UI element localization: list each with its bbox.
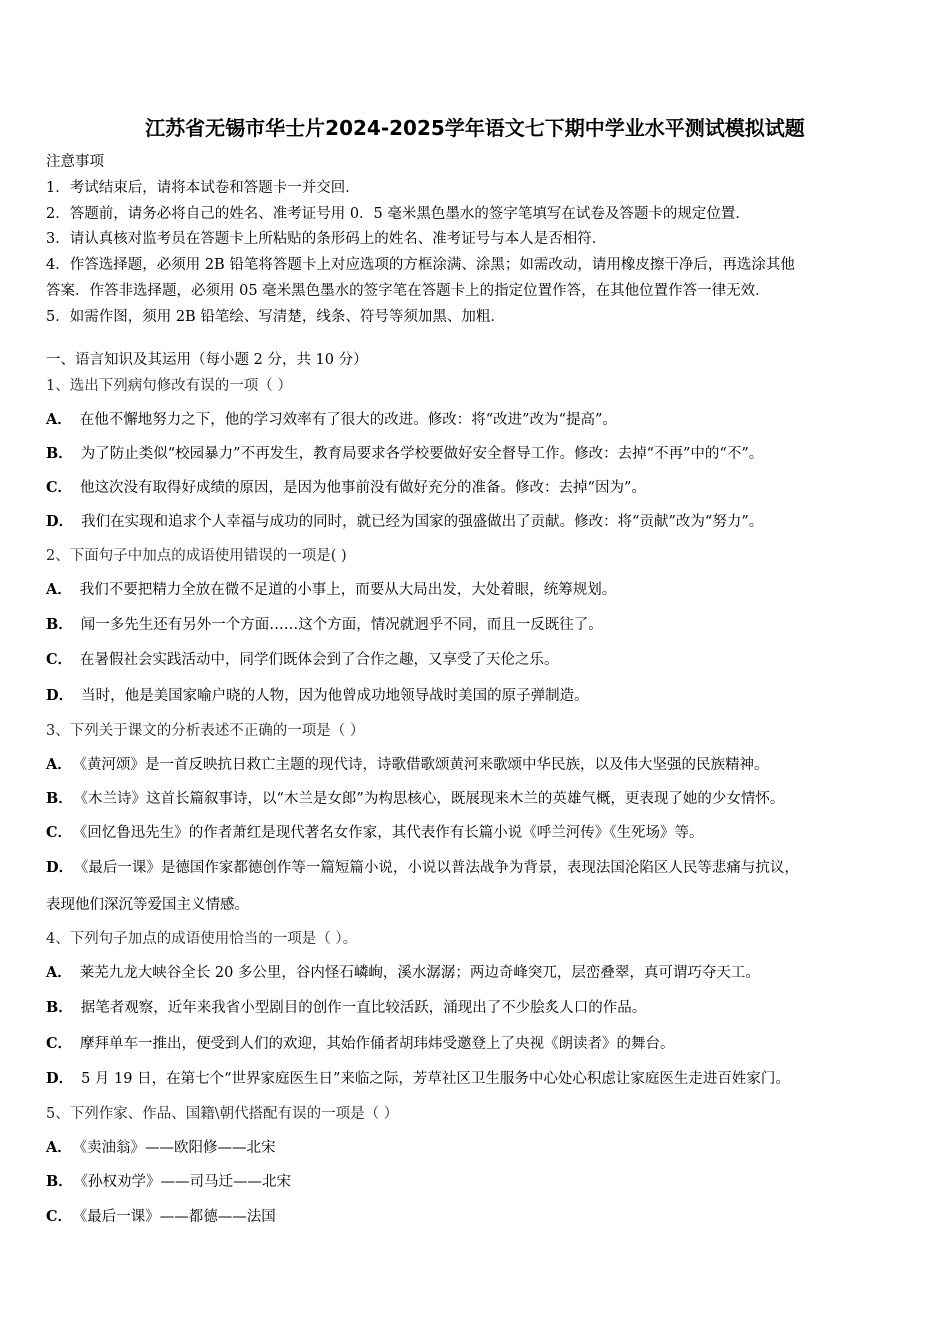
option-letter: A． bbox=[46, 964, 72, 981]
option-row bbox=[46, 821, 704, 842]
option-row bbox=[46, 1032, 675, 1053]
option-letter: B． bbox=[46, 616, 73, 633]
option-text: 在暑假社会实践活动中，同学们既体会到了合作之趣，又享受了天伦之乐。 bbox=[80, 652, 559, 668]
option-row bbox=[46, 613, 603, 634]
option-letter: D． bbox=[46, 687, 74, 704]
option-row bbox=[46, 787, 784, 808]
option-text: 《卖油翁》——欧阳修——北宋 bbox=[79, 1140, 276, 1156]
notice-heading: 注意事项 bbox=[46, 154, 104, 170]
option-text: 《黄河颂》是一首反映抗日救亡主题的现代诗，诗歌借歌颂黄河来歌颂中华民族，以及伟大坚强的民族精神。 bbox=[79, 757, 769, 773]
option-letter: A． bbox=[46, 581, 72, 598]
option-row bbox=[46, 996, 646, 1017]
option-text: 莱芜九龙大峡谷全长 20 多公里，谷内怪石嶙峋，溪水潺潺；两边奇峰突兀，层峦叠翠，真可谓巧夺天工。 bbox=[79, 965, 760, 981]
option-letter: D． bbox=[46, 513, 74, 530]
page-title: 江苏省无锡市华士片2024-2025学年语文七下期中学业水平测试模拟试题 bbox=[145, 116, 805, 140]
option-letter: B． bbox=[46, 999, 73, 1016]
option-letter: B． bbox=[46, 445, 73, 462]
option-row bbox=[46, 1205, 276, 1226]
option-text: 《木兰诗》这首长篇叙事诗，以“木兰是女郎”为构思核心，既展现来木兰的英雄气概，更表现了她的少女情怀。 bbox=[80, 791, 785, 807]
option-text: 《最后一课》是德国作家都德创作等一篇短篇小说，小说以普法战争为背景，表现法国沦陷区人民等悲痛与抗议， bbox=[81, 860, 799, 876]
option-row bbox=[46, 1170, 291, 1191]
notice-item: 1．考试结束后，请将本试卷和答题卡一并交回． bbox=[46, 179, 360, 196]
option-text: 为了防止类似“校园暴力”不再发生，教育局要求各学校要做好安全督导工作。修改：去掉“不再”中的“不”。 bbox=[80, 446, 764, 462]
option-row bbox=[46, 442, 763, 463]
notice-block bbox=[46, 150, 906, 331]
option-row bbox=[46, 476, 646, 497]
section-heading: 一、语言知识及其运用（每小题 2 分，共 10 分） bbox=[46, 352, 368, 368]
notice-item: 3．请认真核对监考员在答题卡上所粘贴的条形码上的姓名、准考证号与本人是否相符． bbox=[46, 231, 607, 248]
option-letter: A． bbox=[46, 1139, 72, 1156]
option-letter: C． bbox=[46, 1035, 73, 1052]
question-stem: 4、下列句子加点的成语使用恰当的一项是（ ）。 bbox=[46, 931, 358, 947]
option-letter: C． bbox=[46, 1208, 73, 1225]
option-letter: B． bbox=[46, 790, 73, 807]
option-text: 他这次没有取得好成绩的原因，是因为他事前没有做好充分的准备。修改：去掉“因为”。 bbox=[80, 480, 646, 496]
question-stem: 1、选出下列病句修改有误的一项（ ） bbox=[46, 378, 292, 394]
notice-item: 答案．作答非选择题，必须用 05 毫米黑色墨水的签字笔在答题卡上的指定位置作答，在其他位置作答一律无效． bbox=[46, 282, 770, 299]
option-row bbox=[46, 753, 769, 774]
option-row bbox=[46, 510, 763, 531]
option-letter: A． bbox=[46, 756, 72, 773]
question-stem: 2、下面句子中加点的成语使用错误的一项是( ) bbox=[46, 548, 347, 564]
option-letter: D． bbox=[46, 1070, 74, 1087]
option-row bbox=[46, 961, 760, 982]
option-letter: D． bbox=[46, 859, 74, 876]
option-letter: A． bbox=[46, 411, 72, 428]
option-text: 我们在实现和追求个人幸福与成功的同时，就已经为国家的强盛做出了贡献。修改：将“贡献”改为“努力”。 bbox=[81, 514, 764, 530]
option-row bbox=[46, 408, 617, 429]
option-letter: C． bbox=[46, 479, 73, 496]
option-row bbox=[46, 1067, 790, 1088]
question-stem: 5、下列作家、作品、国籍\朝代搭配有误的一项是（ ） bbox=[46, 1106, 399, 1122]
option-continuation: 表现他们深沉等爱国主义情感。 bbox=[46, 897, 249, 913]
notice-item: 5．如需作图，须用 2B 铅笔绘、写清楚，线条、符号等须加黑、加粗． bbox=[46, 308, 505, 325]
option-text: 闻一多先生还有另外一个方面……这个方面，情况就迥乎不同，而且一反既往了。 bbox=[80, 617, 603, 633]
option-text: 当时，他是美国家喻户晓的人物，因为他曾成功地领导战时美国的原子弹制造。 bbox=[81, 688, 589, 704]
notice-item: 4．作答选择题，必须用 2B 铅笔将答题卡上对应选项的方框涂满、涂黑；如需改动，请用橡皮擦干净后，再选涂其他 bbox=[46, 257, 795, 274]
question-stem: 3、下列关于课文的分析表述不正确的一项是（ ） bbox=[46, 723, 365, 739]
option-row bbox=[46, 856, 799, 877]
option-text: 在他不懈地努力之下，他的学习效率有了很大的改进。修改：将“改进”改为“提高”。 bbox=[79, 412, 617, 428]
option-text: 我们不要把精力全放在微不足道的小事上，而要从大局出发，大处着眼，统筹规划。 bbox=[79, 582, 617, 598]
option-row bbox=[46, 648, 559, 669]
option-text: 摩拜单车一推出，便受到人们的欢迎，其始作俑者胡玮炜受邀登上了央视《朗读者》的舞台。 bbox=[80, 1036, 675, 1052]
option-letter: C． bbox=[46, 824, 73, 841]
option-row bbox=[46, 1136, 276, 1157]
option-row bbox=[46, 578, 616, 599]
option-letter: B． bbox=[46, 1173, 73, 1190]
option-text: 《回忆鲁迅先生》的作者萧红是现代著名女作家，其代表作有长篇小说《呼兰河传》《生死场》等。 bbox=[80, 825, 704, 841]
option-row bbox=[46, 684, 589, 705]
option-text: 《孙权劝学》——司马迁——北宋 bbox=[80, 1174, 292, 1190]
notice-item: 2．答题前，请务必将自己的姓名、准考证号用 0．5 毫米黑色墨水的签字笔填写在试卷及答题卡的规定位置． bbox=[46, 205, 750, 222]
option-text: 5 月 19 日，在第七个“世界家庭医生日”来临之际，芳草社区卫生服务中心处心积虑让家庭医生走进百姓家门。 bbox=[81, 1071, 790, 1087]
option-text: 据笔者观察，近年来我省小型剧目的创作一直比较活跃，涌现出了不少脍炙人口的作品。 bbox=[80, 1000, 647, 1016]
option-text: 《最后一课》——都德——法国 bbox=[80, 1209, 276, 1225]
option-letter: C． bbox=[46, 651, 73, 668]
